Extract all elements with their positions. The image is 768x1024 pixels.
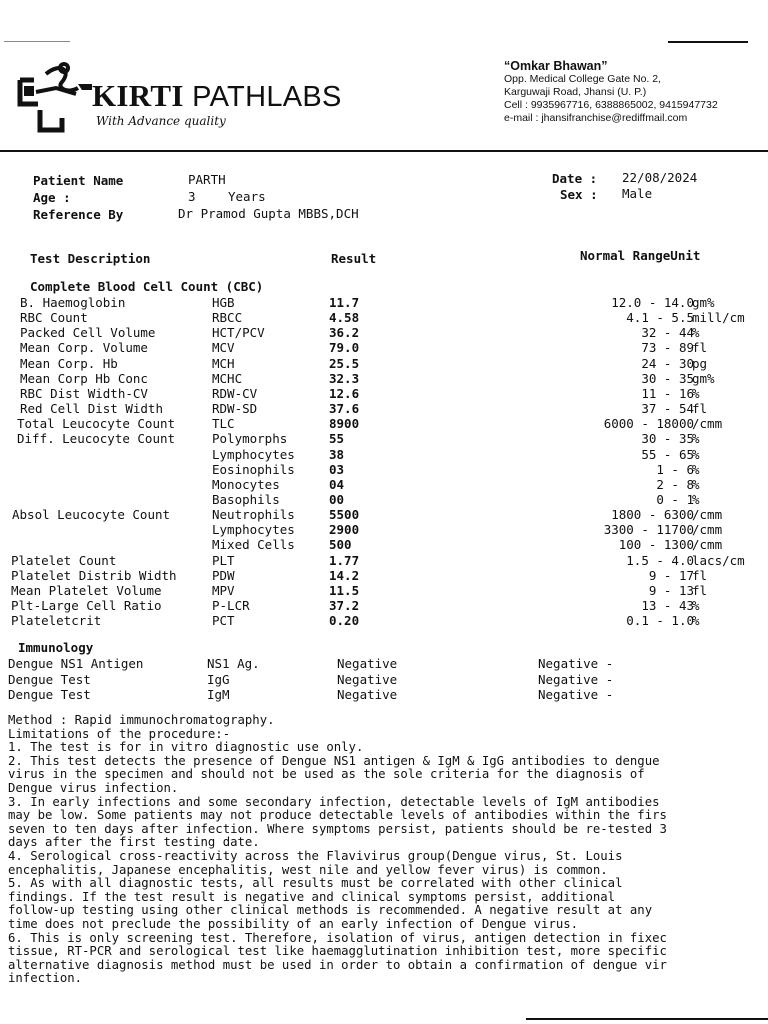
test-name: Packed Cell Volume xyxy=(20,325,156,341)
cbc-row xyxy=(0,295,768,310)
col-result: Result xyxy=(331,251,377,266)
test-result: 04 xyxy=(329,476,345,492)
method-line: alternative diagnosis method must be used in order to obtain a confirmation of dengue vir xyxy=(8,957,667,972)
col-test-description: Test Description xyxy=(30,251,151,266)
test-name: Mean Corp. Volume xyxy=(20,340,148,356)
address-line: Opp. Medical College Gate No. 2, xyxy=(504,73,661,85)
normal-range: 9 - 13 xyxy=(648,582,694,598)
cbc-row xyxy=(0,386,768,401)
col-normal-range-unit: Normal RangeUnit xyxy=(580,248,701,263)
test-result: 1.77 xyxy=(329,552,360,568)
normal-range: 55 - 65 xyxy=(641,446,694,462)
normal-range: 4.1 - 5.5 xyxy=(626,310,694,326)
test-code: MCV xyxy=(212,340,235,356)
cbc-row xyxy=(0,325,768,340)
unit: fl xyxy=(692,582,708,598)
test-code: Monocytes xyxy=(212,476,280,492)
cbc-row xyxy=(0,598,768,613)
test-code: Lymphocytes xyxy=(212,446,295,462)
normal-range: 32 - 44 xyxy=(641,325,694,341)
cbc-row xyxy=(0,340,768,355)
cbc-row xyxy=(0,492,768,507)
test-result: 14.2 xyxy=(329,567,360,583)
cbc-row xyxy=(0,477,768,492)
immunology-heading: Immunology xyxy=(18,640,94,655)
immunology-row xyxy=(0,687,768,702)
test-code: RBCC xyxy=(212,310,243,326)
cbc-row xyxy=(0,583,768,598)
test-name: Diff. Leucocyte Count xyxy=(17,431,176,447)
test-name: Plt-Large Cell Ratio xyxy=(11,598,162,613)
cbc-row xyxy=(0,356,768,371)
cbc-row xyxy=(0,537,768,552)
test-code: HGB xyxy=(212,295,235,310)
test-result: 03 xyxy=(329,461,345,477)
test-result: 5500 xyxy=(329,507,360,523)
test-name: Absol Leucocyte Count xyxy=(12,507,171,523)
address-line: Cell : 9935967716, 6388865002, 9415947732 xyxy=(504,99,718,111)
cbc-row xyxy=(0,401,768,416)
unit: % xyxy=(692,431,700,447)
method-line: seven to ten days after infection. Where symptoms persist, patients should be re-tested 3 xyxy=(8,821,667,836)
cbc-row xyxy=(0,507,768,522)
test-result: 36.2 xyxy=(329,325,360,341)
unit: fl xyxy=(692,340,708,356)
patient-name-label: Patient Name xyxy=(33,173,124,188)
report-date: 22/08/2024 xyxy=(622,170,698,185)
address-line: Karguwaji Road, Jhansi (U. P.) xyxy=(504,86,647,98)
test-code: HCT/PCV xyxy=(212,325,265,341)
test-code: Eosinophils xyxy=(212,461,295,477)
test-result: 500 xyxy=(329,537,352,553)
unit: % xyxy=(692,325,700,341)
normal-range: 1.5 - 4.0 xyxy=(626,552,694,568)
test-code: Polymorphs xyxy=(212,431,288,447)
bottom-right-rule xyxy=(526,1018,768,1020)
method-line: may be low. Some patients may not produce detectable levels of antibodies within the firs xyxy=(8,808,667,823)
unit: /cmm xyxy=(692,416,723,432)
method-line: 4. Serological cross-reactivity across the Flavivirus group(Dengue virus, St. Louis xyxy=(8,848,623,863)
cbc-row xyxy=(0,568,768,583)
test-name: RBC Dist Width-CV xyxy=(20,385,148,401)
test-result: 11.5 xyxy=(329,582,360,598)
normal-range: 0.1 - 1.0 xyxy=(626,613,694,629)
kirti-logo-icon xyxy=(16,60,96,134)
age-unit: Years xyxy=(228,189,266,204)
test-name: Dengue NS1 Antigen xyxy=(8,656,144,671)
method-line: follow-up testing using other clinical methods is recommended. A negative result at any xyxy=(8,903,653,918)
test-code: Mixed Cells xyxy=(212,537,295,553)
immunology-row xyxy=(0,656,768,671)
test-result: Negative xyxy=(337,687,398,702)
test-code: NS1 Ag. xyxy=(207,656,260,671)
method-line: infection. xyxy=(8,971,83,986)
normal-range: 1800 - 6300 xyxy=(611,507,694,523)
test-result: 32.3 xyxy=(329,370,360,386)
cbc-row xyxy=(0,416,768,431)
patient-sex: Male xyxy=(622,186,653,201)
method-line: virus in the specimen and should not be used as the sole criteria for the diagnosis of xyxy=(8,767,645,782)
test-name: Total Leucocyte Count xyxy=(17,416,176,432)
lab-brand-name: KIRTI PATHLABS xyxy=(92,78,342,113)
reference-doctor: Dr Pramod Gupta MBBS,DCH xyxy=(178,206,359,221)
test-result: 2900 xyxy=(329,522,360,538)
normal-range: 11 - 16 xyxy=(641,385,694,401)
test-result: 37.2 xyxy=(329,598,360,613)
unit: /cmm xyxy=(692,522,723,538)
method-line: time does not preclude the possibility of an early infection of Dengue virus. xyxy=(8,916,579,931)
unit: % xyxy=(692,613,700,629)
normal-range: 9 - 17 xyxy=(648,567,694,583)
unit: /cmm xyxy=(692,507,723,523)
test-result: 25.5 xyxy=(329,355,360,371)
method-line: Dengue virus infection. xyxy=(8,780,179,795)
unit: % xyxy=(692,598,700,613)
cbc-row xyxy=(0,371,768,386)
normal-range: 30 - 35 xyxy=(641,431,694,447)
test-result: Negative xyxy=(337,671,398,687)
cbc-row xyxy=(0,522,768,537)
cbc-row xyxy=(0,462,768,477)
normal-range: 24 - 30 xyxy=(641,355,694,371)
test-result: 37.6 xyxy=(329,401,360,417)
test-result: 55 xyxy=(329,431,345,447)
normal-range: Negative - xyxy=(538,671,614,687)
method-line: encephalitis, Japanese encephalitis, west nile and yellow fever virus) is common. xyxy=(8,862,608,877)
test-name: Mean Corp Hb Conc xyxy=(20,370,148,386)
method-notes xyxy=(8,714,768,986)
test-name: Platelet Distrib Width xyxy=(11,567,177,583)
cbc-heading: Complete Blood Cell Count (CBC) xyxy=(30,279,264,294)
normal-range: 0 - 1 xyxy=(656,491,694,507)
unit: gm% xyxy=(692,370,715,386)
cbc-row xyxy=(0,613,768,628)
test-name: Plateletcrit xyxy=(11,613,102,629)
method-line: 3. In early infections and some secondary infection, detectable levels of IgM antibodies xyxy=(8,794,660,809)
test-result: 00 xyxy=(329,491,345,507)
unit: % xyxy=(692,491,700,507)
test-result: 12.6 xyxy=(329,385,360,401)
top-left-scan-mark xyxy=(4,41,70,42)
lab-address xyxy=(504,60,718,125)
test-code: MCHC xyxy=(212,370,243,386)
test-code: P-LCR xyxy=(212,598,250,613)
unit: % xyxy=(692,461,700,477)
cbc-row xyxy=(0,310,768,325)
patient-name: PARTH xyxy=(188,172,226,187)
normal-range: 13 - 43 xyxy=(641,598,694,613)
unit: gm% xyxy=(692,295,715,310)
test-name: Mean Corp. Hb xyxy=(20,355,118,371)
test-code: MCH xyxy=(212,355,235,371)
age-label: Age : xyxy=(33,190,71,205)
cbc-row xyxy=(0,431,768,446)
normal-range: 6000 - 18000 xyxy=(603,416,694,432)
cbc-row xyxy=(0,553,768,568)
test-name: B. Haemoglobin xyxy=(20,295,126,310)
normal-range: 12.0 - 14.0 xyxy=(611,295,694,310)
test-name: RBC Count xyxy=(20,310,88,326)
test-code: IgM xyxy=(207,687,230,702)
method-line: 6. This is only screening test. Therefore, isolation of virus, antigen detection in fixec xyxy=(8,930,667,945)
normal-range: 2 - 8 xyxy=(656,476,694,492)
test-code: PDW xyxy=(212,567,235,583)
normal-range: 3300 - 11700 xyxy=(603,522,694,538)
unit: mill/cm xyxy=(692,310,745,326)
test-result: Negative xyxy=(337,656,398,671)
test-name: Mean Platelet Volume xyxy=(11,582,162,598)
normal-range: 100 - 1300 xyxy=(618,537,694,553)
unit: /cmm xyxy=(692,537,723,553)
test-result: 4.58 xyxy=(329,310,360,326)
test-code: PCT xyxy=(212,613,235,629)
normal-range: 1 - 6 xyxy=(656,461,694,477)
test-result: 0.20 xyxy=(329,613,360,629)
normal-range: Negative - xyxy=(538,656,614,671)
test-name: Dengue Test xyxy=(8,671,91,687)
method-line: 5. As with all diagnostic tests, all results must be correlated with other clinical xyxy=(8,876,623,891)
date-label: Date : xyxy=(552,171,598,186)
test-code: IgG xyxy=(207,671,230,687)
test-code: Basophils xyxy=(212,491,280,507)
test-result: 38 xyxy=(329,446,345,462)
unit: fl xyxy=(692,401,708,417)
method-line: Method : Rapid immunochromatography. xyxy=(8,714,275,727)
normal-range: 30 - 35 xyxy=(641,370,694,386)
test-result: 8900 xyxy=(329,416,360,432)
unit: fl xyxy=(692,567,708,583)
address-line: e-mail : jhansifranchise@rediffmail.com xyxy=(504,112,688,124)
normal-range: Negative - xyxy=(538,687,614,702)
age-value: 3 xyxy=(188,189,196,204)
unit: pg xyxy=(692,355,708,371)
top-right-rule xyxy=(668,41,748,43)
method-line: Limitations of the procedure:- xyxy=(8,726,231,741)
reference-label: Reference By xyxy=(33,207,124,222)
test-result: 11.7 xyxy=(329,295,360,310)
test-name: Platelet Count xyxy=(11,552,117,568)
test-result: 79.0 xyxy=(329,340,360,356)
test-code: RDW-CV xyxy=(212,385,258,401)
method-line: 1. The test is for in vitro diagnostic use only. xyxy=(8,740,364,755)
test-name: Dengue Test xyxy=(8,687,91,702)
method-line: findings. If the test result is negative and clinical symptoms persist, additional xyxy=(8,889,616,904)
unit: lacs/cm xyxy=(692,552,745,568)
sex-label: Sex : xyxy=(560,187,598,202)
method-line: days after the first testing date. xyxy=(8,835,260,850)
method-line: 2. This test detects the presence of Dengue NS1 antigen & IgM & IgG antibodies to dengue xyxy=(8,753,660,768)
unit: % xyxy=(692,476,700,492)
lab-tagline: With Advance quality xyxy=(96,114,226,128)
cbc-row xyxy=(0,447,768,462)
test-code: RDW-SD xyxy=(212,401,258,417)
test-code: MPV xyxy=(212,582,235,598)
normal-range: 73 - 89 xyxy=(641,340,694,356)
test-code: PLT xyxy=(212,552,235,568)
method-line: tissue, RT-PCR and serological test like haemagglutination inhibition test, more specific xyxy=(8,944,667,959)
test-code: Neutrophils xyxy=(212,507,295,523)
test-code: TLC xyxy=(212,416,235,432)
header-divider xyxy=(0,150,768,152)
address-title: “Omkar Bhawan” xyxy=(504,59,608,73)
test-name: Red Cell Dist Width xyxy=(20,401,163,417)
normal-range: 37 - 54 xyxy=(641,401,694,417)
immunology-row xyxy=(0,672,768,687)
unit: % xyxy=(692,446,700,462)
test-code: Lymphocytes xyxy=(212,522,295,538)
unit: % xyxy=(692,385,700,401)
